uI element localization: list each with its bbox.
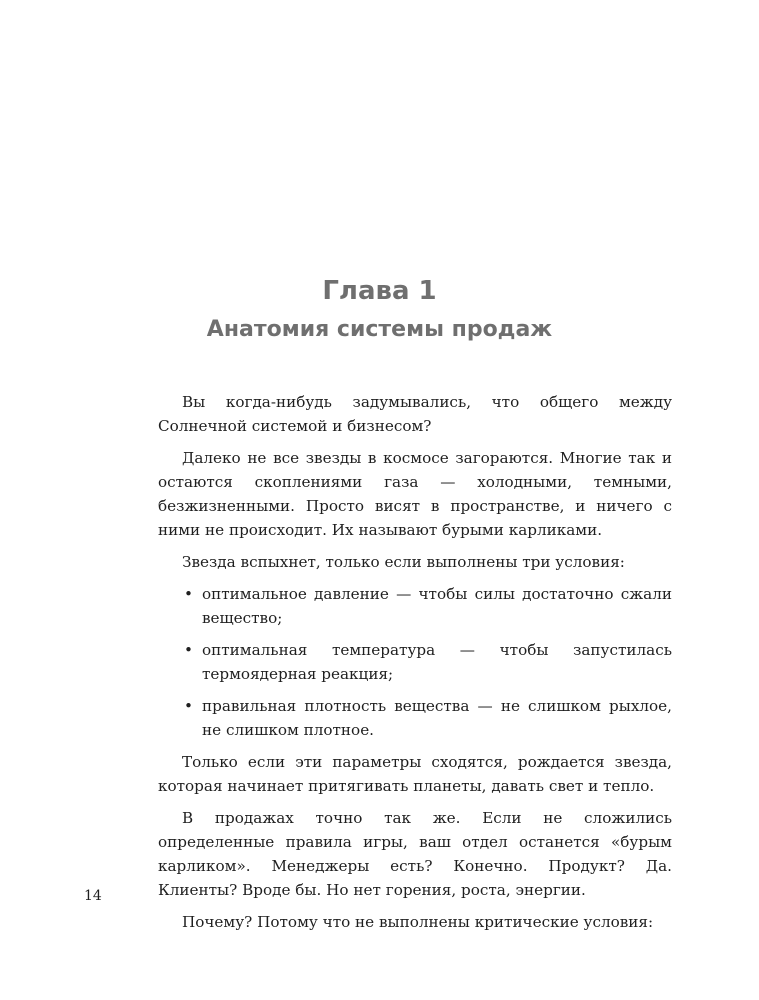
paragraph: Только если эти параметры сходятся, рождается звезда, которая начинает притягивать планеты, давать свет и тепло. <box>158 753 672 795</box>
bullet-icon: • <box>184 641 193 659</box>
list-item <box>158 582 672 630</box>
page-number: 14 <box>84 888 102 904</box>
list-item <box>158 638 672 686</box>
paragraph: Почему? Потому что не выполнены критические условия: <box>182 913 654 931</box>
bullet-icon: • <box>184 697 193 715</box>
conditions-list <box>158 582 672 742</box>
chapter-number: Глава 1 <box>322 276 437 306</box>
list-item-text: оптимальное давление — чтобы силы достаточно сжали вещество; <box>202 585 672 627</box>
list-item <box>158 694 672 742</box>
list-item-text: оптимальная температура — чтобы запустилась термоядерная реакция; <box>202 641 672 683</box>
paragraph: Вы когда-нибудь задумывались, что общего между Солнечной системой и бизнесом? <box>158 393 672 435</box>
bullet-icon: • <box>184 585 193 603</box>
paragraph: Звезда вспыхнет, только если выполнены три условия: <box>182 553 625 571</box>
list-item-text: правильная плотность вещества — не слишком рыхлое, не слишком плотное. <box>202 697 672 739</box>
paragraph: Далеко не все звезды в космосе загораются. Многие так и остаются скоплениями газа — холодными, темными, безжизненными. Просто висят в пространстве, и ничего с ними не происходит. Их называют бурыми карликами. <box>158 449 672 539</box>
chapter-title: Анатомия системы продаж <box>206 317 553 342</box>
paragraph: В продажах точно так же. Если не сложились определенные правила игры, ваш отдел останется «бурым карликом». Менеджеры есть? Конечно. Продукт? Да. Клиенты? Вроде бы. Но нет горения, роста, энергии. <box>158 809 672 899</box>
body-text <box>158 390 672 942</box>
